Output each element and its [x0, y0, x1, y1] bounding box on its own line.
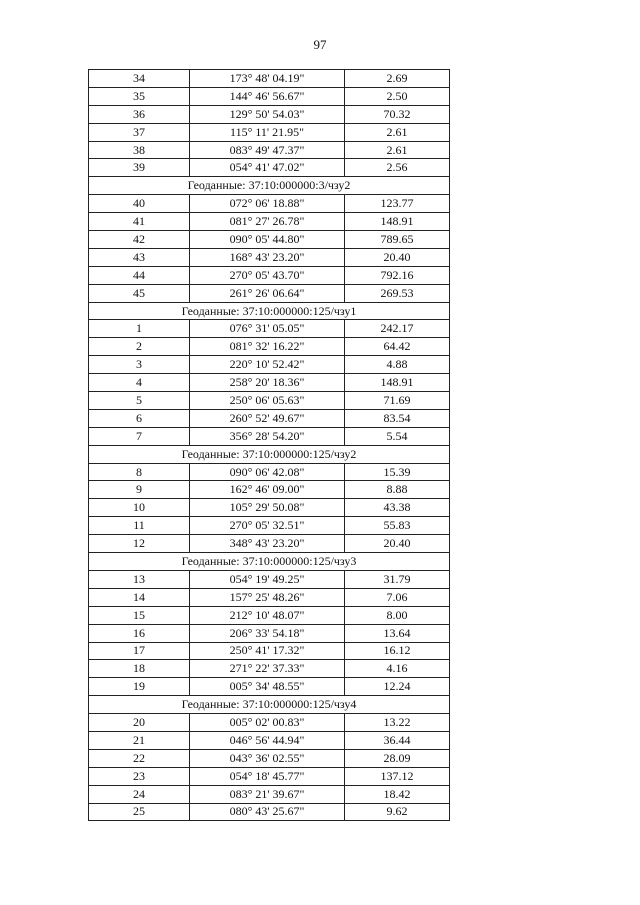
- direction-angle-cell: 005° 34' 48.55": [190, 678, 345, 696]
- point-number-cell: 37: [89, 123, 190, 141]
- table-row: [89, 499, 450, 517]
- table-row: [89, 660, 450, 678]
- direction-angle-cell: 206° 33' 54.18": [190, 624, 345, 642]
- distance-cell: 2.61: [345, 123, 450, 141]
- direction-angle-cell: 054° 18' 45.77": [190, 767, 345, 785]
- table-row: [89, 427, 450, 445]
- distance-cell: 269.53: [345, 284, 450, 302]
- distance-cell: 13.22: [345, 714, 450, 732]
- distance-cell: 71.69: [345, 392, 450, 410]
- point-number-cell: 6: [89, 409, 190, 427]
- point-number-cell: 8: [89, 463, 190, 481]
- distance-cell: 20.40: [345, 535, 450, 553]
- table-row: [89, 785, 450, 803]
- table-row: [89, 70, 450, 88]
- direction-angle-cell: 076° 31' 05.05": [190, 320, 345, 338]
- distance-cell: 16.12: [345, 642, 450, 660]
- direction-angle-cell: 083° 49' 47.37": [190, 141, 345, 159]
- point-number-cell: 14: [89, 588, 190, 606]
- point-number-cell: 21: [89, 731, 190, 749]
- table-row: [89, 624, 450, 642]
- point-number-cell: 4: [89, 374, 190, 392]
- direction-angle-cell: 270° 05' 32.51": [190, 517, 345, 535]
- section-header-cell: Геоданные: 37:10:000000:125/чзу4: [89, 696, 450, 714]
- table-row: [89, 320, 450, 338]
- point-number-cell: 23: [89, 767, 190, 785]
- direction-angle-cell: 072° 06' 18.88": [190, 195, 345, 213]
- section-header-row: [89, 177, 450, 195]
- distance-cell: 8.00: [345, 606, 450, 624]
- table-row: [89, 714, 450, 732]
- distance-cell: 7.06: [345, 588, 450, 606]
- direction-angle-cell: 212° 10' 48.07": [190, 606, 345, 624]
- table-row: [89, 338, 450, 356]
- direction-angle-cell: 250° 06' 05.63": [190, 392, 345, 410]
- point-number-cell: 1: [89, 320, 190, 338]
- section-header-cell: Геоданные: 37:10:000000:125/чзу2: [89, 445, 450, 463]
- direction-angle-cell: 083° 21' 39.67": [190, 785, 345, 803]
- distance-cell: 2.69: [345, 70, 450, 88]
- distance-cell: 55.83: [345, 517, 450, 535]
- point-number-cell: 42: [89, 231, 190, 249]
- section-header-row: [89, 302, 450, 320]
- point-number-cell: 18: [89, 660, 190, 678]
- point-number-cell: 5: [89, 392, 190, 410]
- table-row: [89, 195, 450, 213]
- point-number-cell: 12: [89, 535, 190, 553]
- direction-angle-cell: 081° 27' 26.78": [190, 213, 345, 231]
- distance-cell: 4.16: [345, 660, 450, 678]
- distance-cell: 13.64: [345, 624, 450, 642]
- table-row: [89, 606, 450, 624]
- point-number-cell: 20: [89, 714, 190, 732]
- table-row: [89, 678, 450, 696]
- point-number-cell: 41: [89, 213, 190, 231]
- direction-angle-cell: 220° 10' 52.42": [190, 356, 345, 374]
- point-number-cell: 9: [89, 481, 190, 499]
- section-header-row: [89, 696, 450, 714]
- point-number-cell: 10: [89, 499, 190, 517]
- distance-cell: 83.54: [345, 409, 450, 427]
- direction-angle-cell: 005° 02' 00.83": [190, 714, 345, 732]
- point-number-cell: 22: [89, 749, 190, 767]
- distance-cell: 43.38: [345, 499, 450, 517]
- section-header-row: [89, 553, 450, 571]
- direction-angle-cell: 043° 36' 02.55": [190, 749, 345, 767]
- direction-angle-cell: 356° 28' 54.20": [190, 427, 345, 445]
- distance-cell: 792.16: [345, 266, 450, 284]
- distance-cell: 28.09: [345, 749, 450, 767]
- direction-angle-cell: 115° 11' 21.95": [190, 123, 345, 141]
- direction-angle-cell: 129° 50' 54.03": [190, 105, 345, 123]
- point-number-cell: 3: [89, 356, 190, 374]
- section-header-row: [89, 445, 450, 463]
- table-row: [89, 356, 450, 374]
- point-number-cell: 24: [89, 785, 190, 803]
- table-row: [89, 374, 450, 392]
- point-number-cell: 43: [89, 248, 190, 266]
- direction-angle-cell: 046° 56' 44.94": [190, 731, 345, 749]
- distance-cell: 789.65: [345, 231, 450, 249]
- table-row: [89, 481, 450, 499]
- table-row: [89, 248, 450, 266]
- distance-cell: 18.42: [345, 785, 450, 803]
- table-row: [89, 409, 450, 427]
- direction-angle-cell: 271° 22' 37.33": [190, 660, 345, 678]
- table-row: [89, 159, 450, 177]
- distance-cell: 137.12: [345, 767, 450, 785]
- table-row: [89, 642, 450, 660]
- geodata-table: [88, 69, 450, 821]
- direction-angle-cell: 162° 46' 09.00": [190, 481, 345, 499]
- distance-cell: 2.50: [345, 87, 450, 105]
- direction-angle-cell: 080° 43' 25.67": [190, 803, 345, 821]
- distance-cell: 2.56: [345, 159, 450, 177]
- point-number-cell: 40: [89, 195, 190, 213]
- point-number-cell: 15: [89, 606, 190, 624]
- direction-angle-cell: 258° 20' 18.36": [190, 374, 345, 392]
- section-header-cell: Геоданные: 37:10:000000:125/чзу1: [89, 302, 450, 320]
- direction-angle-cell: 250° 41' 17.32": [190, 642, 345, 660]
- point-number-cell: 44: [89, 266, 190, 284]
- direction-angle-cell: 261° 26' 06.64": [190, 284, 345, 302]
- point-number-cell: 45: [89, 284, 190, 302]
- page-number: 97: [313, 37, 327, 52]
- table-row: [89, 284, 450, 302]
- section-header-cell: Геоданные: 37:10:000000:3/чзу2: [89, 177, 450, 195]
- direction-angle-cell: 054° 41' 47.02": [190, 159, 345, 177]
- table-row: [89, 123, 450, 141]
- table-row: [89, 141, 450, 159]
- point-number-cell: 2: [89, 338, 190, 356]
- table-row: [89, 570, 450, 588]
- distance-cell: 123.77: [345, 195, 450, 213]
- distance-cell: 148.91: [345, 213, 450, 231]
- distance-cell: 242.17: [345, 320, 450, 338]
- table-row: [89, 767, 450, 785]
- point-number-cell: 25: [89, 803, 190, 821]
- distance-cell: 20.40: [345, 248, 450, 266]
- point-number-cell: 35: [89, 87, 190, 105]
- direction-angle-cell: 260° 52' 49.67": [190, 409, 345, 427]
- table-row: [89, 749, 450, 767]
- distance-cell: 12.24: [345, 678, 450, 696]
- point-number-cell: 39: [89, 159, 190, 177]
- table-row: [89, 105, 450, 123]
- table-row: [89, 231, 450, 249]
- table-row: [89, 87, 450, 105]
- table-row: [89, 463, 450, 481]
- distance-cell: 4.88: [345, 356, 450, 374]
- table-row: [89, 266, 450, 284]
- point-number-cell: 11: [89, 517, 190, 535]
- point-number-cell: 13: [89, 570, 190, 588]
- distance-cell: 36.44: [345, 731, 450, 749]
- direction-angle-cell: 348° 43' 23.20": [190, 535, 345, 553]
- direction-angle-cell: 173° 48' 04.19": [190, 70, 345, 88]
- table-row: [89, 213, 450, 231]
- direction-angle-cell: 090° 05' 44.80": [190, 231, 345, 249]
- table-row: [89, 392, 450, 410]
- section-header-cell: Геоданные: 37:10:000000:125/чзу3: [89, 553, 450, 571]
- direction-angle-cell: 157° 25' 48.26": [190, 588, 345, 606]
- table-row: [89, 731, 450, 749]
- distance-cell: 2.61: [345, 141, 450, 159]
- table-row: [89, 535, 450, 553]
- direction-angle-cell: 081° 32' 16.22": [190, 338, 345, 356]
- table-row: [89, 588, 450, 606]
- point-number-cell: 38: [89, 141, 190, 159]
- direction-angle-cell: 144° 46' 56.67": [190, 87, 345, 105]
- point-number-cell: 34: [89, 70, 190, 88]
- distance-cell: 31.79: [345, 570, 450, 588]
- distance-cell: 148.91: [345, 374, 450, 392]
- table-row: [89, 803, 450, 821]
- distance-cell: 9.62: [345, 803, 450, 821]
- point-number-cell: 7: [89, 427, 190, 445]
- distance-cell: 64.42: [345, 338, 450, 356]
- distance-cell: 15.39: [345, 463, 450, 481]
- table-row: [89, 517, 450, 535]
- direction-angle-cell: 168° 43' 23.20": [190, 248, 345, 266]
- direction-angle-cell: 105° 29' 50.08": [190, 499, 345, 517]
- distance-cell: 8.88: [345, 481, 450, 499]
- point-number-cell: 19: [89, 678, 190, 696]
- distance-cell: 70.32: [345, 105, 450, 123]
- direction-angle-cell: 090° 06' 42.08": [190, 463, 345, 481]
- direction-angle-cell: 054° 19' 49.25": [190, 570, 345, 588]
- distance-cell: 5.54: [345, 427, 450, 445]
- geodata-table-body: [89, 70, 450, 821]
- point-number-cell: 17: [89, 642, 190, 660]
- point-number-cell: 16: [89, 624, 190, 642]
- point-number-cell: 36: [89, 105, 190, 123]
- direction-angle-cell: 270° 05' 43.70": [190, 266, 345, 284]
